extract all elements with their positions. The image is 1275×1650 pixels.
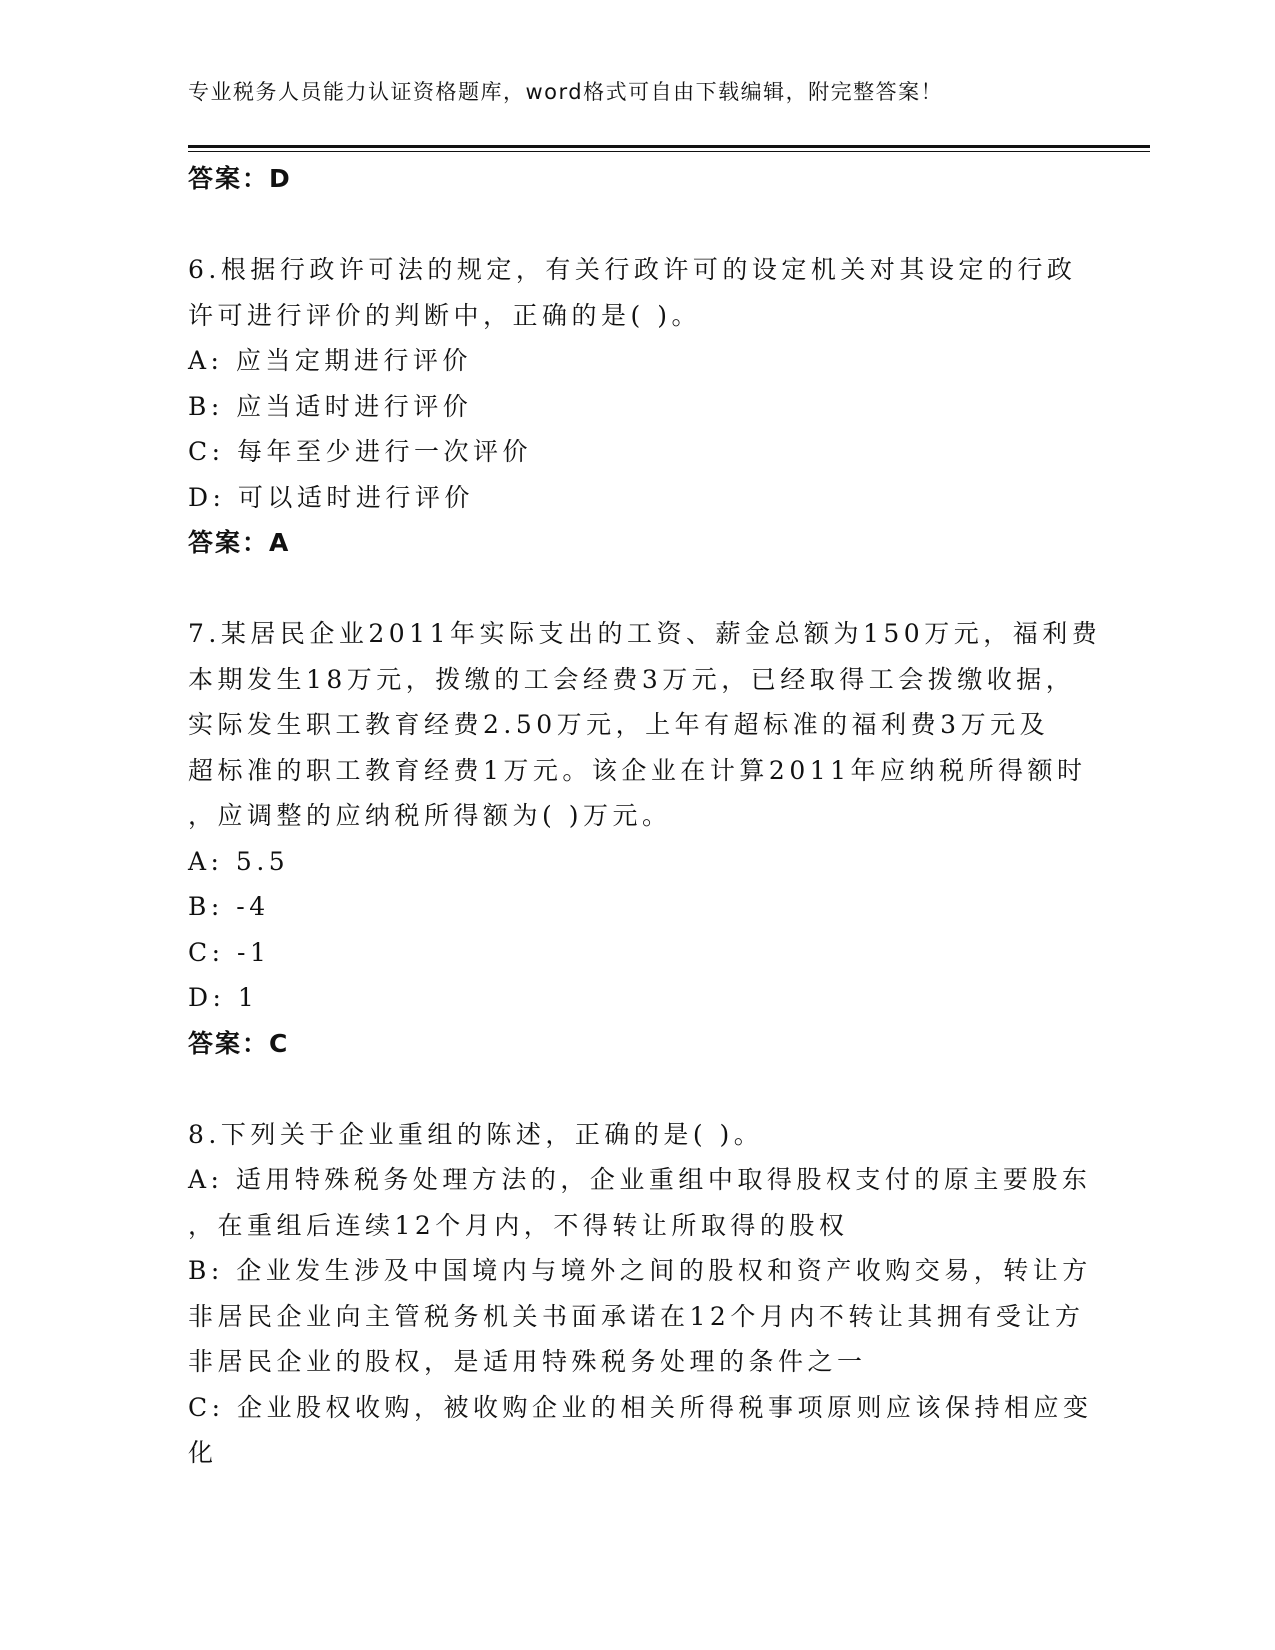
blank-gap	[188, 566, 1088, 612]
text-line: A: 应当定期进行评价	[188, 346, 472, 375]
page-header: 专业税务人员能力认证资格题库，word格式可自由下载编辑，附完整答案！	[188, 80, 944, 104]
text-line: C: 企业股权收购，被收购企业的相关所得税事项原则应该保持相应变	[188, 1392, 1093, 1422]
text-line: 非居民企业的股权，是适用特殊税务处理的条件之一	[188, 1347, 867, 1376]
text-line: 7.某居民企业2011年实际支出的工资、薪金总额为150万元，福利费	[188, 619, 1102, 648]
text-line: 许可进行评价的判断中，正确的是( )。	[188, 300, 701, 330]
text-line: 非居民企业向主管税务机关书面承诺在12个月内不转让其拥有受让方	[188, 1301, 1085, 1331]
text-line: A: 适用特殊税务处理方法的，企业重组中取得股权支付的原主要股东	[188, 1165, 1092, 1194]
text-line: 本期发生18万元，拨缴的工会经费3万元，已经取得工会拨缴收据，	[188, 664, 1076, 694]
text-line: B: -4	[188, 892, 270, 921]
text-line: D: 可以适时进行评价	[188, 482, 474, 512]
text-line: A: 5.5	[188, 846, 290, 876]
text-line: 实际发生职工教育经费2.50万元，上年有超标准的福利费3万元及	[188, 710, 1050, 739]
header-rule-thick	[188, 145, 1150, 148]
text-line: D: 1	[188, 983, 259, 1012]
header-rule-thin	[188, 151, 1150, 152]
text-line: C: -1	[188, 937, 271, 967]
text-line: 超标准的职工教育经费1万元。该企业在计算2011年应纳税所得额时	[188, 755, 1087, 785]
text-line: C: 每年至少进行一次评价	[188, 437, 532, 466]
text-line: ，应调整的应纳税所得额为( )万元。	[188, 801, 672, 830]
blank-gap	[188, 1066, 1088, 1112]
text-line: 8.下列关于企业重组的陈述，正确的是( )。	[188, 1119, 764, 1149]
text-line: B: 应当适时进行评价	[188, 391, 473, 421]
blank-gap	[188, 202, 1088, 248]
question-content	[188, 156, 1102, 1476]
answer-line: 答案：C	[188, 1028, 290, 1058]
answer-line: 答案：A	[188, 528, 291, 557]
answer-line: 答案：D	[188, 164, 292, 193]
text-line: 化	[188, 1438, 218, 1467]
text-line: 6.根据行政许可法的规定，有关行政许可的设定机关对其设定的行政	[188, 255, 1077, 284]
text-line: B: 企业发生涉及中国境内与境外之间的股权和资产收购交易，转让方	[188, 1256, 1092, 1285]
text-line: ，在重组后连续12个月内，不得转让所取得的股权	[188, 1210, 849, 1240]
